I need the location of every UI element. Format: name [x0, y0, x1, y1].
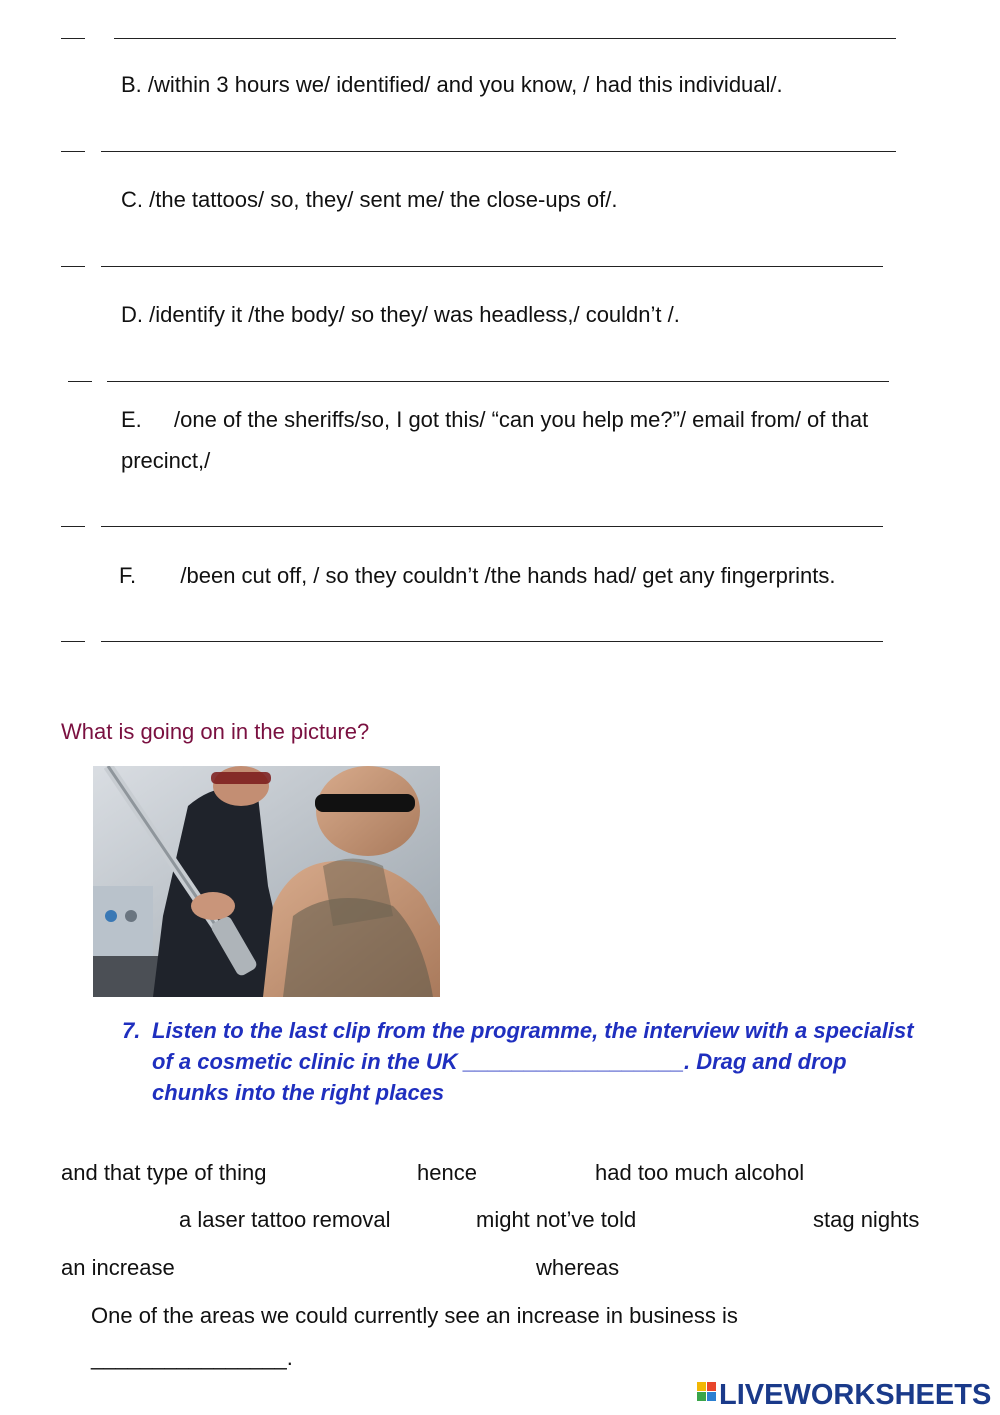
answer-line[interactable]	[101, 266, 883, 267]
tattoo-removal-photo	[93, 766, 440, 997]
item-text: /one of the sheriffs/so, I got this/ “can you help me?”/ email from/ of that	[174, 407, 869, 432]
liveworksheets-logo	[697, 1376, 993, 1410]
exercise-item-e	[121, 407, 868, 433]
answer-line[interactable]	[101, 526, 883, 527]
exercise-item-c	[121, 187, 617, 213]
gap-sentence: One of the areas we could currently see an increase in business is	[91, 1303, 738, 1328]
answer-dash	[61, 266, 85, 267]
answer-line[interactable]	[107, 381, 889, 382]
item-letter: C.	[121, 187, 143, 212]
item-text: /the tattoos/ so, they/ sent me/ the close-ups of/.	[149, 187, 618, 212]
picture-question: What is going on in the picture?	[61, 719, 370, 744]
item-letter: D.	[121, 302, 143, 327]
logo-text: LIVEWORKSHEETS	[719, 1379, 992, 1410]
answer-dash	[61, 151, 85, 152]
item-text: /identify it /the body/ so they/ was headless,/ couldn’t /.	[149, 302, 680, 327]
item-letter: B.	[121, 72, 142, 97]
task-number: 7.	[122, 1018, 141, 1043]
answer-line[interactable]	[101, 641, 883, 642]
exercise-item-d	[121, 302, 680, 328]
word-chunk[interactable]: hence	[417, 1160, 477, 1185]
item-letter: E.	[121, 407, 142, 432]
word-chunk[interactable]: might not’ve told	[476, 1207, 637, 1232]
exercise-item-e-continued: precinct,/	[121, 448, 211, 473]
word-chunk[interactable]: a laser tattoo removal	[179, 1207, 391, 1232]
word-chunk[interactable]: and that type of thing	[61, 1160, 267, 1185]
answer-dash	[61, 526, 85, 527]
word-chunk[interactable]: whereas	[536, 1255, 620, 1280]
answer-line[interactable]	[114, 38, 896, 39]
word-chunk[interactable]: an increase	[61, 1255, 175, 1280]
answer-dash	[61, 38, 85, 39]
word-chunk[interactable]: had too much alcohol	[595, 1160, 805, 1185]
task-text: Listen to the last clip from the programme, the interview with a specialist of a cosmetic clinic in the UK __________________. Drag and drop chunks into the right places	[152, 1018, 914, 1105]
item-text: /been cut off, / so they couldn’t /the hands had/ get any fingerprints.	[180, 563, 836, 588]
item-text: /within 3 hours we/ identified/ and you know, / had this individual/.	[147, 72, 783, 97]
exercise-item-f	[119, 563, 836, 589]
answer-dash	[68, 381, 92, 382]
answer-line[interactable]	[101, 151, 896, 152]
drop-blank[interactable]: ________________.	[91, 1345, 293, 1370]
answer-dash	[61, 641, 85, 642]
exercise-item-b	[121, 72, 783, 98]
item-letter: F.	[119, 563, 137, 588]
word-chunk[interactable]: stag nights	[813, 1207, 920, 1232]
